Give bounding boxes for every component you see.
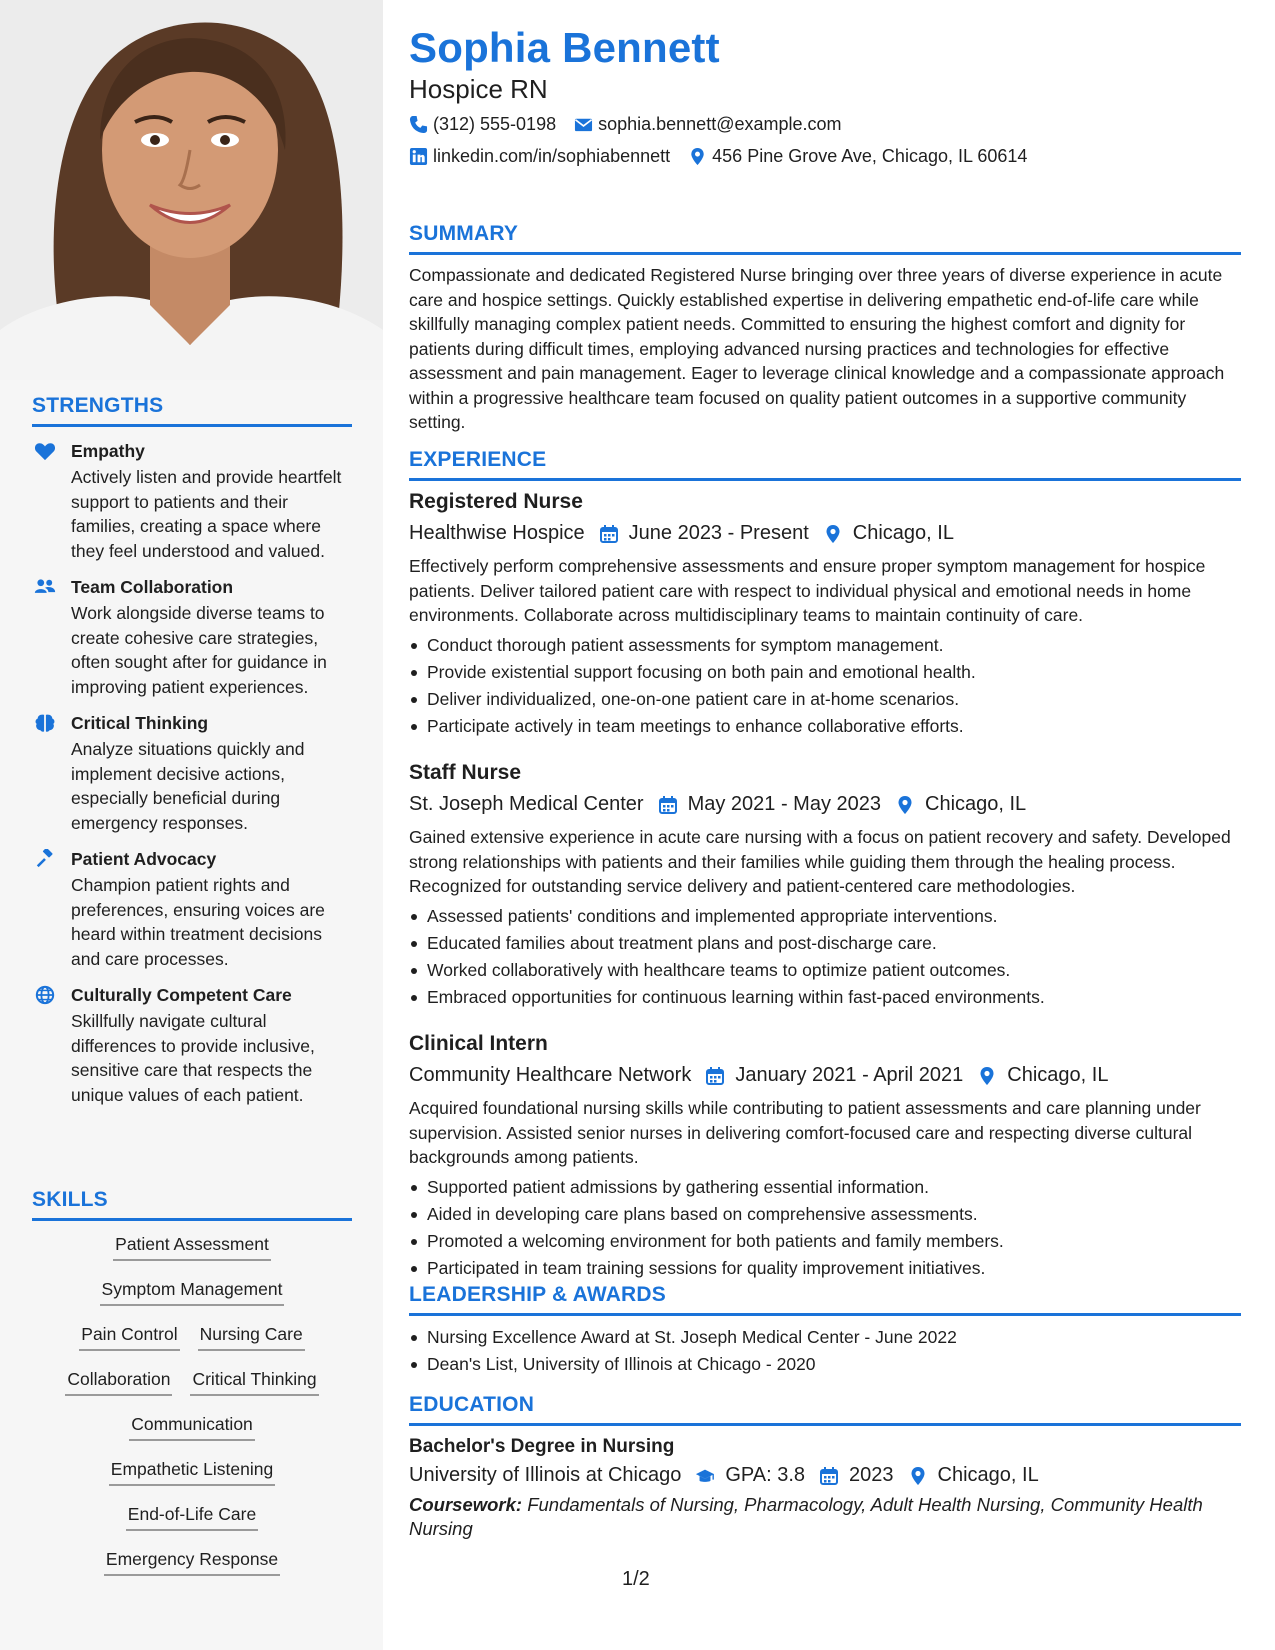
job-entry [409,761,1241,1011]
strength-description: Analyze situations quickly and implement decisive actions, especially beneficial during emergency responses. [71,739,305,833]
skill-tag: Symptom Management [100,1278,285,1306]
linkedin-url: linkedin.com/in/sophiabennett [433,146,671,166]
list-item: Embraced opportunities for continuous learning within fast-paced environments. [409,984,1241,1011]
strength-item [32,984,352,1107]
phone-contact[interactable] [409,114,556,135]
profile-photo [0,0,383,380]
job-location: Chicago, IL [925,793,1027,815]
strength-item [32,848,352,971]
experience-heading: EXPERIENCE [409,448,547,471]
email-address: sophia.bennett@example.com [598,114,842,134]
list-item: Educated families about treatment plans and post-discharge care. [409,930,1241,957]
calendar-icon [819,1466,839,1486]
education-meta [409,1464,1241,1487]
job-bullets [409,1174,1241,1282]
job-description: Effectively perform comprehensive assessments and ensure proper symptom management for hospice patients. Deliver tailored patient care with respect to individual physical and emotional needs in home environments. Collaborate across multidisciplinary teams to maintain continuity of care. [409,556,1206,625]
gpa: GPA: 3.8 [725,1464,806,1486]
users-icon [34,577,56,597]
address: 456 Pine Grove Ave, Chicago, IL 60614 [712,146,1028,166]
list-item: Provide existential support focusing on both pain and emotional health. [409,659,1241,686]
job-description: Acquired foundational nursing skills while contributing to patient assessments and care planning under supervision. Assisted senior nurses in delivering comfort-focused care and respecting diverse cultural backgrounds among patients. [409,1098,1201,1167]
employer: Healthwise Hospice [409,522,585,544]
job-meta [409,1064,1241,1087]
divider [409,252,1241,255]
list-item: Assessed patients' conditions and implemented appropriate interventions. [409,903,1241,930]
experience-section [409,448,1241,481]
list-item: Nursing Excellence Award at St. Joseph Medical Center - June 2022 [409,1324,1241,1351]
summary-text: Compassionate and dedicated Registered Nurse bringing over three years of diverse experience in acute care and hospice settings. Quickly established expertise in delivering empathetic end-of-life care while skillfully managing complex patient needs. Committed to ensuring the highest comfort and dignity for patients during difficult times, employing advanced nursing practices and technologies for effective assessment and pain management. Eager to leverage clinical knowledge and a compassionate approach within a progressive healthcare team focused on quality patient outcomes in a supportive community setting. [409,265,1225,432]
job-meta [409,522,1241,545]
skill-tag: Collaboration [65,1368,172,1396]
sidebar [0,0,383,1650]
skill-tag: Emergency Response [104,1548,280,1576]
graduation-year: 2023 [849,1464,894,1486]
calendar-icon [705,1066,725,1086]
map-pin-icon [823,524,843,544]
summary-heading: SUMMARY [409,222,519,245]
skill-tag: Nursing Care [198,1323,305,1351]
skill-tag: Patient Assessment [113,1233,271,1261]
list-item: Deliver individualized, one-on-one patient care in at-home scenarios. [409,686,1241,713]
gavel-icon [34,849,56,869]
job-dates: June 2023 - Present [628,522,809,544]
strength-title: Empathy [71,441,145,461]
list-item: Promoted a welcoming environment for both patients and family members. [409,1228,1241,1255]
envelope-icon [574,115,593,134]
job-entry [409,1032,1241,1282]
education-section [409,1393,1241,1541]
divider [32,1218,352,1221]
list-item: Worked collaboratively with healthcare teams to optimize patient outcomes. [409,957,1241,984]
strength-description: Champion patient rights and preferences, ensuring voices are heard within treatment decisions and care processes. [71,875,325,969]
list-item: Dean's List, University of Illinois at Chicago - 2020 [409,1351,1241,1378]
strength-title: Critical Thinking [71,713,209,733]
awards-list [409,1324,1241,1378]
list-item: Conduct thorough patient assessments for symptom management. [409,632,1241,659]
brain-icon [34,713,56,733]
list-item: Participated in team training sessions for quality improvement initiatives. [409,1255,1241,1282]
coursework-list: Fundamentals of Nursing, Pharmacology, Adult Health Nursing, Community Health Nursing [409,1494,1203,1539]
map-pin-icon [977,1066,997,1086]
contact-row [409,114,860,135]
education-heading: EDUCATION [409,1393,535,1416]
skills-section [32,1188,352,1593]
linkedin-icon [409,147,428,166]
list-item: Aided in developing care plans based on comprehensive assessments. [409,1201,1241,1228]
coursework [409,1493,1241,1541]
employer: St. Joseph Medical Center [409,793,644,815]
globe-icon [34,985,56,1005]
divider [409,1313,1241,1316]
calendar-icon [658,795,678,815]
job-bullets [409,632,1241,740]
employer: Community Healthcare Network [409,1064,692,1086]
skill-tag: Pain Control [79,1323,179,1351]
map-pin-icon [908,1466,928,1486]
phone-icon [409,115,428,134]
divider [32,424,352,427]
candidate-role: Hospice RN [409,74,548,104]
strength-description: Skillfully navigate cultural differences to provide inclusive, sensitive care that respects the unique values of each patient. [71,1011,315,1105]
strengths-section [32,394,352,1107]
skill-tag: Empathetic Listening [109,1458,275,1486]
page-number: 1/2 [622,1568,650,1590]
job-location: Chicago, IL [852,522,954,544]
strength-description: Actively listen and provide heartfelt support to patients and their families, creating a space where they feel understood and valued. [71,467,342,561]
strengths-heading: STRENGTHS [32,394,164,417]
divider [409,478,1241,481]
skill-tag: Critical Thinking [190,1368,318,1396]
job-title: Staff Nurse [409,761,522,784]
divider [409,1423,1241,1426]
skill-tag: Communication [129,1413,255,1441]
list-item: Supported patient admissions by gathering essential information. [409,1174,1241,1201]
job-dates: January 2021 - April 2021 [735,1064,964,1086]
strength-title: Culturally Competent Care [71,985,292,1005]
degree-title: Bachelor's Degree in Nursing [409,1436,675,1457]
email-contact[interactable] [574,114,841,135]
school-location: Chicago, IL [937,1464,1039,1486]
job-location: Chicago, IL [1007,1064,1109,1086]
calendar-icon [599,524,619,544]
job-entry [409,490,1241,740]
strength-item [32,576,352,699]
list-item: Participate actively in team meetings to enhance collaborative efforts. [409,713,1241,740]
summary-section [409,222,1241,435]
skills-list [32,1233,352,1593]
candidate-name: Sophia Bennett [409,24,720,71]
contact-row [409,146,1045,167]
skill-tag: End-of-Life Care [126,1503,258,1531]
map-pin-icon [895,795,915,815]
school-name: University of Illinois at Chicago [409,1464,682,1486]
linkedin-contact[interactable] [409,146,670,167]
awards-heading: LEADERSHIP & AWARDS [409,1283,666,1306]
graduation-cap-icon [695,1466,715,1486]
coursework-label: Coursework: [409,1494,523,1515]
skills-heading: SKILLS [32,1188,108,1211]
strength-item [32,712,352,835]
job-title: Clinical Intern [409,1032,548,1055]
phone-number: (312) 555-0198 [433,114,557,134]
map-pin-icon [688,147,707,166]
address-contact [688,146,1027,167]
strength-description: Work alongside diverse teams to create cohesive care strategies, often sought after for guidance in improving patient experiences. [71,603,327,697]
job-bullets [409,903,1241,1011]
job-meta [409,793,1241,816]
strength-title: Patient Advocacy [71,849,217,869]
job-description: Gained extensive experience in acute care nursing with a focus on patient recovery and safety. Developed strong relationships with patients and their families while guiding them through the healing process. Recognized for outstanding service delivery and patient-centered care methodologies. [409,827,1231,896]
strength-title: Team Collaboration [71,577,234,597]
heart-icon [34,441,56,461]
job-title: Registered Nurse [409,490,583,513]
awards-section [409,1283,1241,1378]
strength-item [32,440,352,563]
job-dates: May 2021 - May 2023 [687,793,881,815]
